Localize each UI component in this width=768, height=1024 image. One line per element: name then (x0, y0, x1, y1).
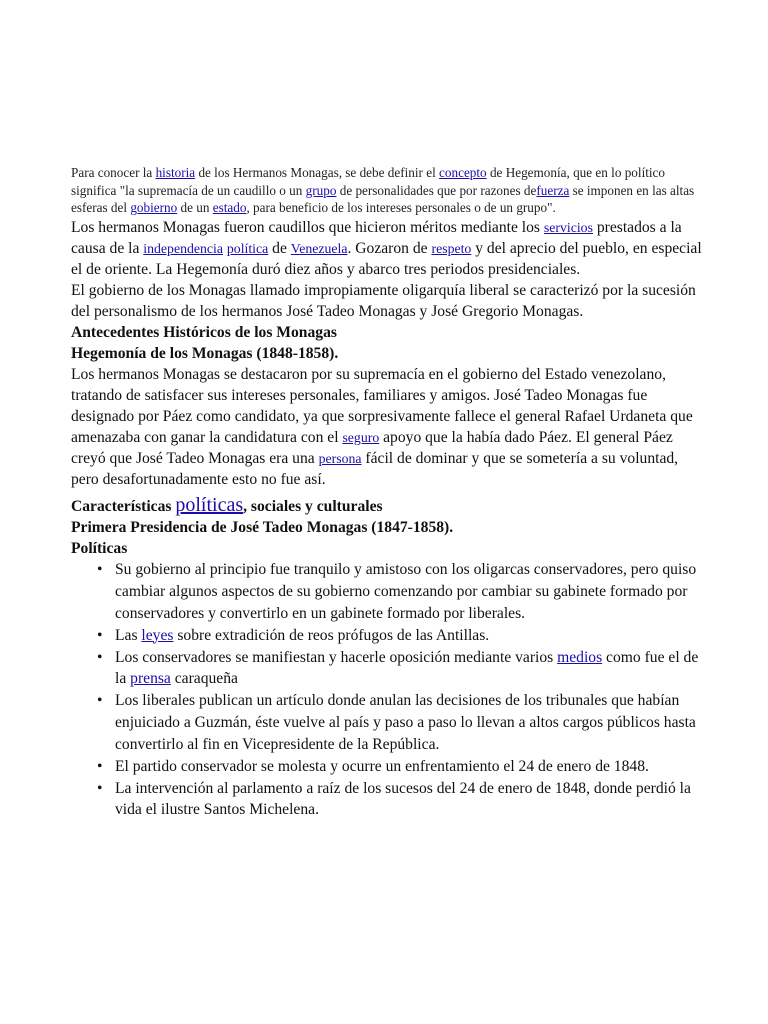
paragraph-gobierno: El gobierno de los Monagas llamado impropiamente oligarquía liberal se caracterizó por la sucesión del personalismo de los hermanos José Tadeo Monagas y José Gregorio Monagas. (71, 282, 696, 321)
list-item: • Su gobierno al principio fue tranquilo y amistoso con los oligarcas conservadores, pero quiso cambiar algunos aspectos de su gobierno comenzando por cambiar su gabinete formado por conservadores y convertirlo en un gabinete formado por liberales. (115, 559, 707, 624)
heading-politicas: Políticas (71, 540, 128, 558)
b3-text-2: como fue el de la (115, 648, 699, 688)
p1-text-4: de (268, 240, 291, 258)
link-seguro[interactable]: seguro (342, 430, 380, 446)
list-item: • La intervención al parlamento a raíz de los sucesos del 24 de enero de 1848, donde perdió la vida el ilustre Santos Michelena. (115, 778, 707, 821)
intro-text-4: de personalidades que por razones de (336, 182, 537, 198)
heading-caracteristicas (71, 495, 707, 517)
link-persona[interactable]: persona (318, 451, 362, 467)
intro-text-3: de Hegemonía, que en lo político significa "la supremacía de un caudillo o un (71, 165, 666, 198)
link-politicas[interactable]: políticas (175, 494, 244, 517)
link-estado[interactable]: estado (212, 200, 247, 216)
link-prensa[interactable]: prensa (130, 670, 171, 688)
link-respeto[interactable]: respeto (431, 241, 472, 257)
link-politica[interactable]: política (226, 241, 269, 257)
paragraph-supremacia (71, 364, 707, 490)
p1-text-6: y del aprecio del pueblo, en especial el de oriente. La Hegemonía duró diez años y abarco tres periodos presidenciales. (71, 240, 702, 279)
heading-antecedentes: Antecedentes Históricos de los Monagas (71, 324, 337, 342)
h3-text-1: Características (71, 498, 176, 516)
b2-text-1: Las (115, 626, 142, 644)
intro-paragraph (71, 164, 707, 217)
link-grupo[interactable]: grupo (305, 182, 337, 198)
p3-text-2: apoyo que la había dado Páez. El general Páez creyó que José Tadeo Monagas era una (71, 429, 673, 468)
p1-text-2: prestados a la causa de la (71, 219, 682, 258)
link-servicios[interactable]: servicios (543, 220, 593, 236)
list-item (115, 647, 707, 690)
intro-text-7: , para beneficio de los intereses personales o de un grupo". (246, 200, 556, 216)
document-content (71, 164, 707, 821)
list-item: • Los liberales publican un artículo donde anulan las decisiones de los tribunales que habían enjuiciado a Guzmán, éste vuelve al país y paso a paso lo llevan a altos cargos públicos hasta convertirlo al fin en Vicepresidente de la República. (115, 690, 707, 755)
heading-primera-presidencia: Primera Presidencia de José Tadeo Monagas (1847-1858). (71, 519, 454, 537)
p1-text-1: Los hermanos Monagas fueron caudillos que hicieron méritos mediante los (71, 219, 544, 237)
intro-text-5: se imponen en las altas esferas del (71, 182, 695, 216)
link-medios[interactable]: medios (557, 648, 603, 666)
intro-text-6: de un (177, 200, 213, 216)
link-independencia[interactable]: independencia (143, 241, 223, 257)
b3-text-1: Los conservadores se manifiestan y hacerle oposición mediante varios (115, 648, 558, 666)
link-leyes[interactable]: leyes (141, 626, 174, 644)
link-gobierno[interactable]: gobierno (130, 200, 178, 216)
link-historia[interactable]: historia (155, 165, 196, 180)
p3-text-1: Los hermanos Monagas se destacaron por su supremacía en el gobierno del Estado venezolano, tratando de satisfacer sus intereses personales, familiares y amigos. José Tadeo Monagas fue designado por Páez como candidato, ya que sorpresivamente fallece el general Rafael Urdaneta que amenazaba con ganar la candidatura con el (71, 366, 693, 447)
paragraph-caudillos (71, 217, 707, 280)
p3-text-3: fácil de dominar y que se sometería a su voluntad, pero desafortunadamente esto no fue así. (71, 450, 679, 489)
b2-text-2: sobre extradición de reos prófugos de las Antillas. (173, 626, 490, 644)
intro-text-2: de los Hermanos Monagas, se debe definir el (195, 165, 440, 180)
b3-text-3: caraqueña (170, 670, 238, 688)
h3-text-2: , sociales y culturales (243, 498, 383, 516)
link-fuerza[interactable]: fuerza (536, 182, 570, 198)
p1-text-5: . Gozaron de (347, 240, 432, 258)
intro-text-1: Para conocer la (71, 165, 156, 180)
heading-hegemonia: Hegemonía de los Monagas (1848-1858). (71, 345, 339, 363)
bullet-list (71, 559, 707, 821)
list-item (115, 625, 707, 647)
link-concepto[interactable]: concepto (439, 165, 487, 180)
list-item: • El partido conservador se molesta y ocurre un enfrentamiento el 24 de enero de 1848. (115, 756, 707, 778)
link-venezuela[interactable]: Venezuela (290, 241, 348, 257)
